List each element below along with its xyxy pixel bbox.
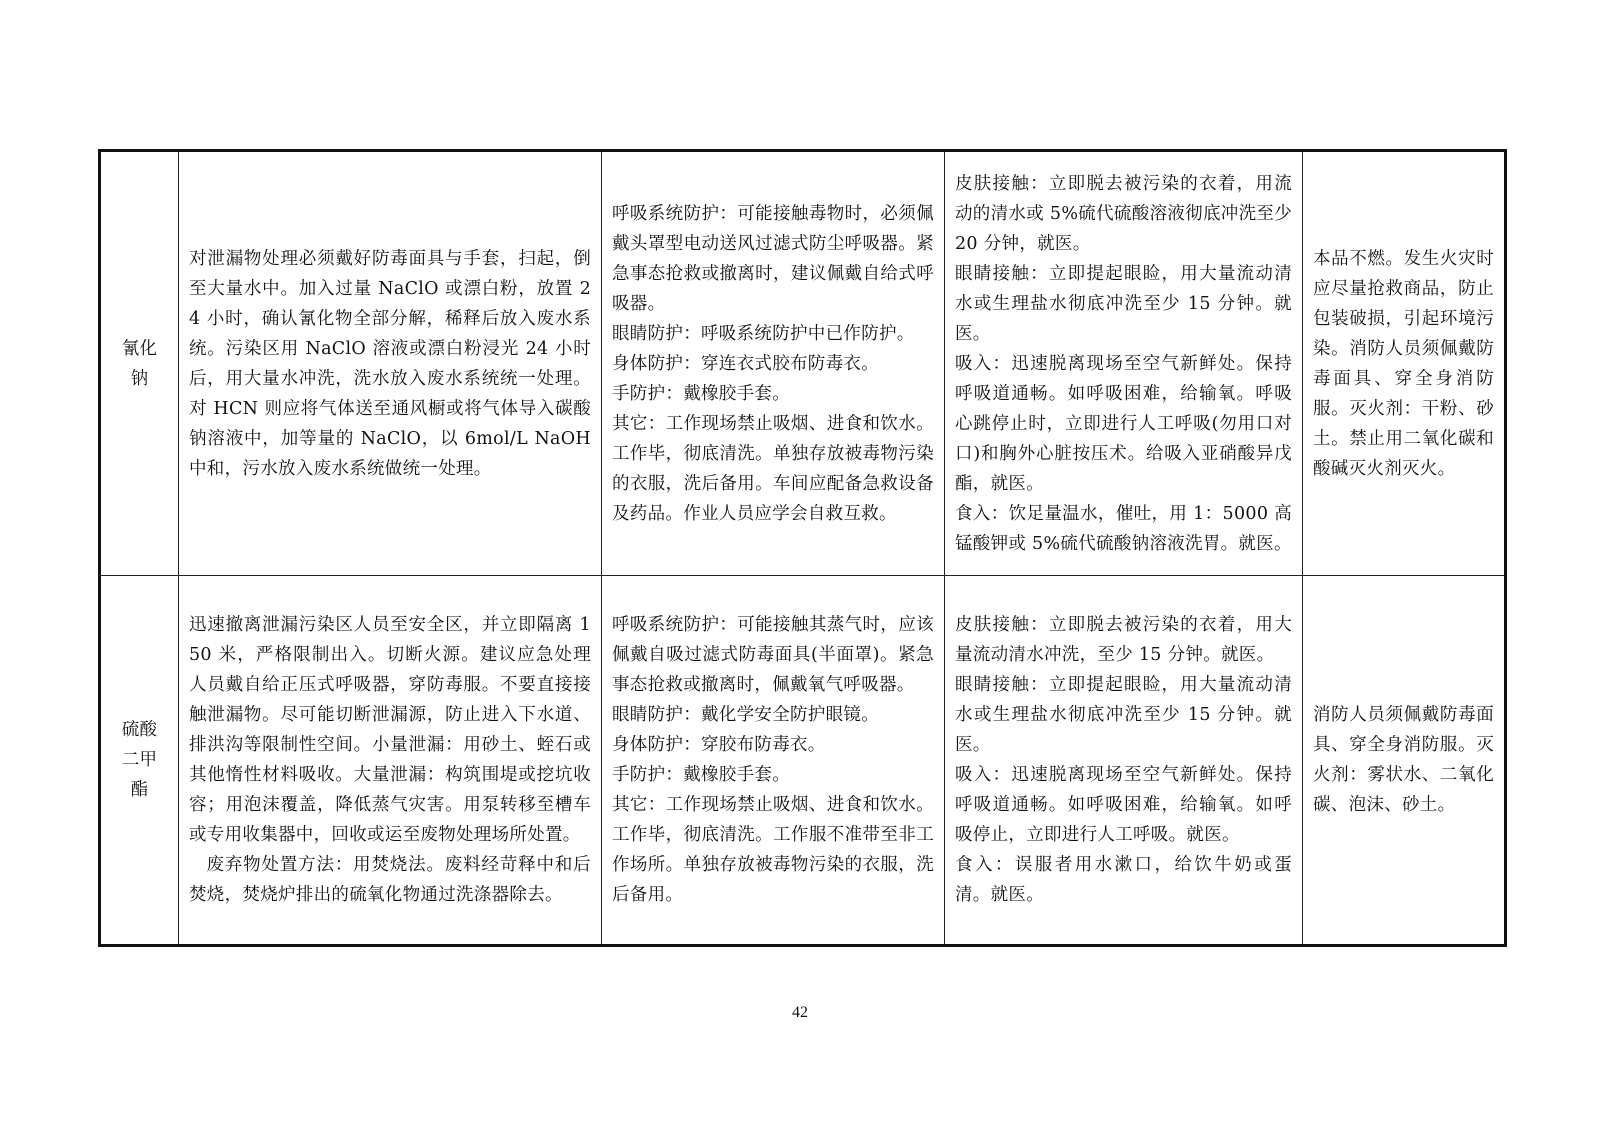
chemical-name-line: 酯 bbox=[130, 780, 149, 800]
fire-fighting-cell bbox=[1303, 576, 1506, 946]
first-aid-text: 皮肤接触：立即脱去被污染的衣着，用流动的清水或 5%硫代硫酸溶液彻底冲洗至少 20 分钟，就医。 眼睛接触：立即提起眼睑，用大量流动清水或生理盐水彻底冲洗至少 15 分钟。就医。 吸入：迅速脱离现场至空气新鲜处。保持呼吸道通畅。如呼吸困难，给输氧。呼吸心跳停止时，立即进行人工呼吸(勿用口对口)和胸外心脏按压术。给吸入亚硝酸异戊酯，就医。 食入：饮足量温水，催吐，用 1：5000 高锰酸钾或 5%硫代硫酸钠溶液洗胃。就医。 bbox=[955, 173, 1292, 554]
chemical-name-line: 钠 bbox=[130, 368, 149, 389]
fire-fighting-text: 消防人员须佩戴防毒面具、穿全身消防服。灭火剂：雾状水、二氧化碳、泡沫、砂土。 bbox=[1313, 705, 1494, 815]
first-aid-text: 皮肤接触：立即脱去被污染的衣着，用大量流动清水冲洗，至少 15 分钟。就医。 眼睛接触：立即提起眼睑，用大量流动清水或生理盐水彻底冲洗至少 15 分钟。就医。 吸入：迅速脱离现场至空气新鲜处。保持呼吸道通畅。如呼吸困难，给输氧。如呼吸停止，立即进行人工呼吸。就医。 食入：误服者用水漱口，给饮牛奶或蛋清。就医。 bbox=[955, 615, 1292, 905]
waste-disposal-text: 废弃物处置方法：用焚烧法。废料经苛释中和后焚烧，焚烧炉排出的硫氧化物通过洗涤器除去。 bbox=[189, 855, 591, 905]
table-row-sodium-cyanide bbox=[100, 151, 1506, 576]
chemical-name-cell bbox=[100, 576, 179, 946]
table-row-dimethyl-sulfate bbox=[100, 576, 1506, 946]
first-aid-cell bbox=[945, 151, 1303, 576]
leak-handling-text: 对泄漏物处理必须戴好防毒面具与手套，扫起，倒至大量水中。加入过量 NaClO 或漂白粉，放置 24 小时，确认氰化物全部分解，稀释后放入废水系统。污染区用 NaClO 溶液或漂白粉浸光 24 小时后，用大量水冲洗，洗水放入废水系统统一处理。对 HCN 则应将气体送至通风橱或将气体导入碳酸钠溶液中，加等量的 NaClO，以 6mol/L NaOH 中和，污水放入废水系统做统一处理。 bbox=[189, 248, 597, 479]
chemical-safety-table bbox=[98, 149, 1507, 947]
fire-fighting-text: 本品不燃。发生火灾时应尽量抢救商品，防止包装破损，引起环境污染。消防人员须佩戴防毒面具、穿全身消防服。灭火剂：干粉、砂土。禁止用二氧化碳和酸碱灭火剂灭火。 bbox=[1313, 248, 1494, 479]
fire-fighting-cell bbox=[1303, 151, 1506, 576]
first-aid-cell bbox=[945, 576, 1303, 946]
chemical-name-cell bbox=[100, 151, 179, 576]
chemical-name-line: 硫酸 bbox=[121, 720, 158, 740]
leak-handling-cell bbox=[179, 151, 602, 576]
leak-handling-text: 迅速撤离泄漏污染区人员至安全区，并立即隔离 150 米，严格限制出入。切断火源。建议应急处理人员戴自给正压式呼吸器，穿防毒服。不要直接接触泄漏物。尽可能切断泄漏源，防止进入下水道、排洪沟等限制性空间。小量泄漏：用砂土、蛭石或其他惰性材料吸收。大量泄漏：构筑围堤或挖坑收容；用泡沫覆盖，降低蒸气灾害。用泵转移至槽车或专用收集器中，回收或运至废物处理场所处置。 bbox=[189, 615, 591, 845]
protection-cell bbox=[602, 576, 945, 946]
protection-text: 呼吸系统防护：可能接触毒物时，必须佩戴头罩型电动送风过滤式防尘呼吸器。紧急事态抢救或撤离时，建议佩戴自给式呼吸器。 眼睛防护：呼吸系统防护中已作防护。 身体防护：穿连衣式胶布防毒衣。 手防护：戴橡胶手套。 其它：工作现场禁止吸烟、进食和饮水。工作毕，彻底清洗。单独存放被毒物污染的衣服，洗后备用。车间应配备急救设备及药品。作业人员应学会自救互救。 bbox=[612, 203, 934, 524]
protection-cell bbox=[602, 151, 945, 576]
protection-text: 呼吸系统防护：可能接触其蒸气时，应该佩戴自吸过滤式防毒面具(半面罩)。紧急事态抢救或撤离时，佩戴氧气呼吸器。 眼睛防护：戴化学安全防护眼镜。 身体防护：穿胶布防毒衣。 手防护：戴橡胶手套。 其它：工作现场禁止吸烟、进食和饮水。工作毕，彻底清洗。工作服不准带至非工作场所。单独存放被毒物污染的衣服，洗后备用。 bbox=[612, 615, 934, 905]
leak-handling-cell bbox=[179, 576, 602, 946]
chemical-name-line: 二甲 bbox=[121, 750, 158, 770]
chemical-name-line: 氰化 bbox=[121, 338, 158, 359]
page-number: 42 bbox=[792, 1004, 808, 1021]
